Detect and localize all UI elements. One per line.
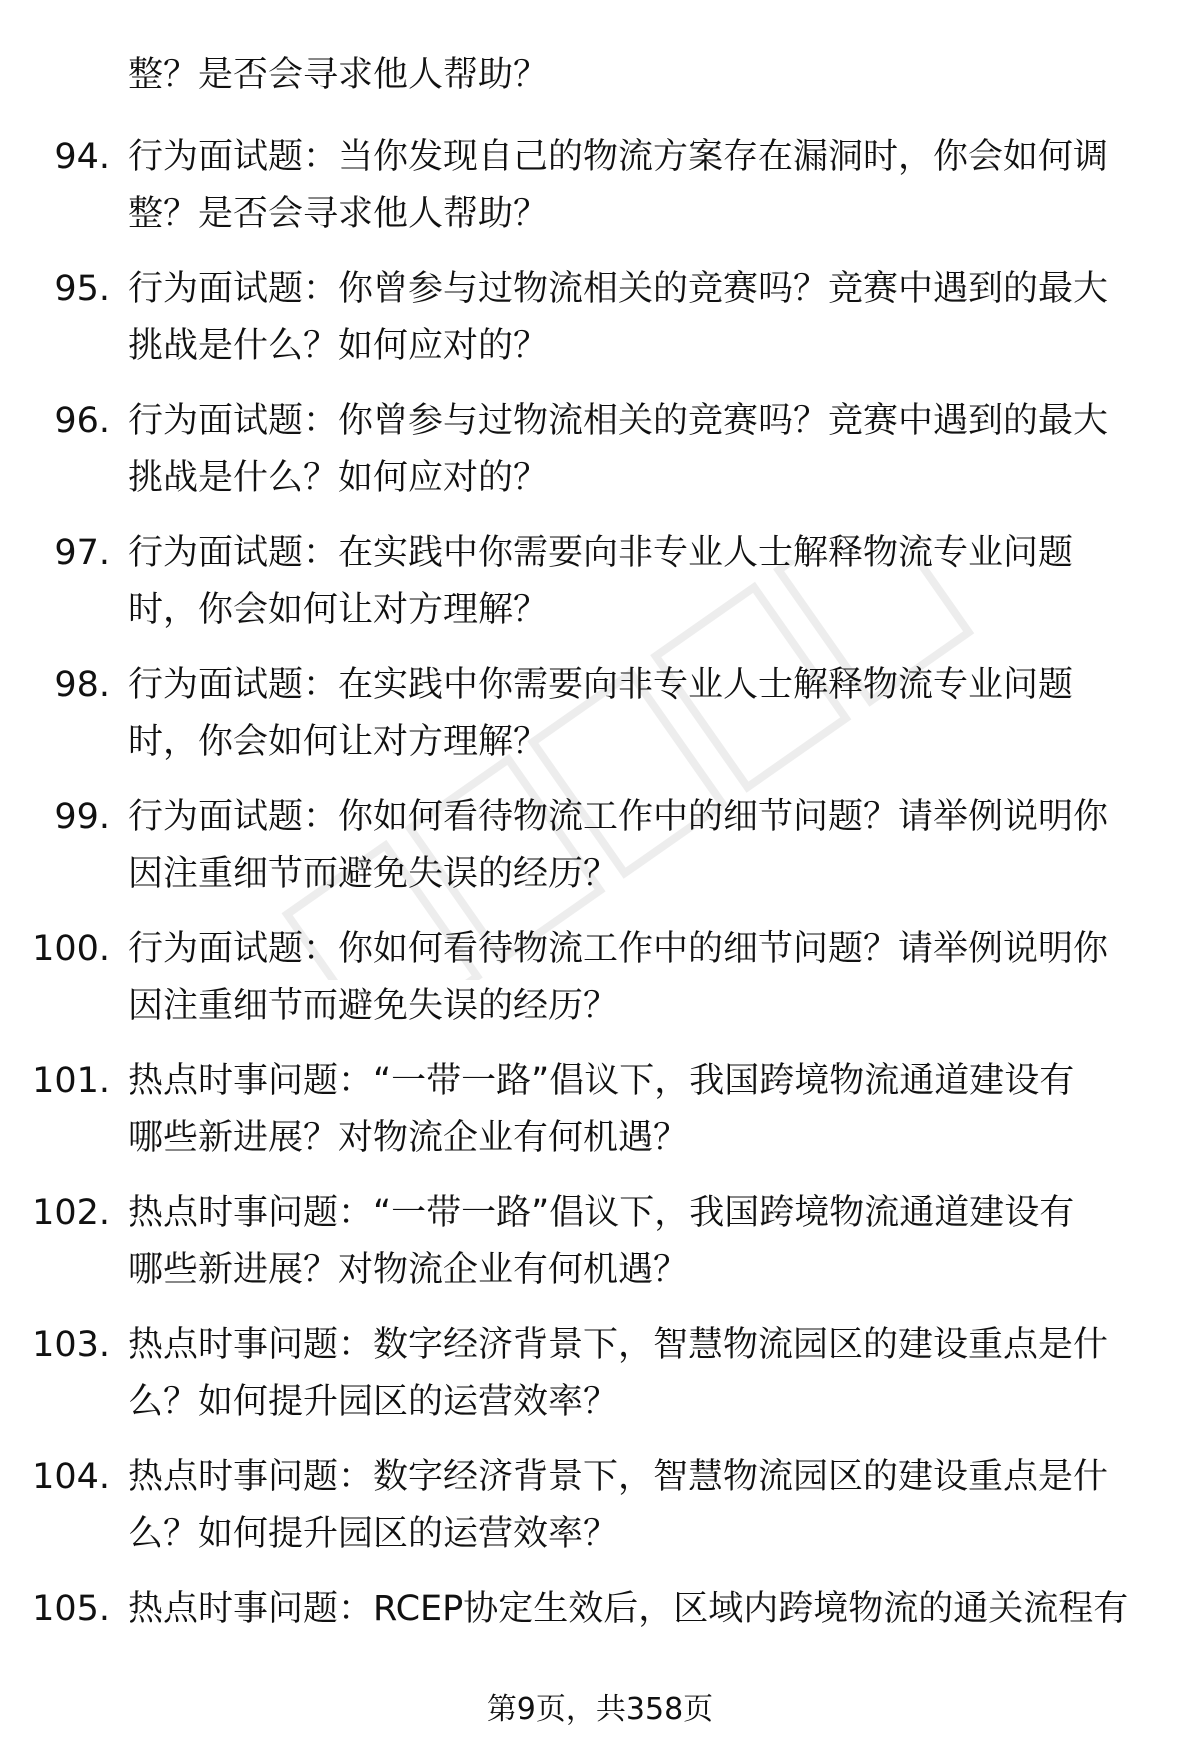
question-text-line: 热点时事问题：“一带一路”倡议下，我国跨境物流通道建设有	[128, 1193, 1075, 1233]
question-number: 98.	[54, 665, 110, 705]
question-number: 103.	[32, 1325, 110, 1365]
question-text-line: 挑战是什么？如何应对的？	[128, 326, 549, 366]
question-text-line: 行为面试题：在实践中你需要向非专业人士解释物流专业问题	[128, 665, 1074, 705]
question-text-line: 行为面试题：你曾参与过物流相关的竞赛吗？竞赛中遇到的最大	[128, 401, 1109, 441]
question-text-line: 热点时事问题：数字经济背景下，智慧物流园区的建设重点是什	[128, 1457, 1109, 1497]
question-text-line: 行为面试题：你曾参与过物流相关的竞赛吗？竞赛中遇到的最大	[128, 269, 1109, 309]
question-number: 104.	[32, 1457, 110, 1497]
question-text-line: 热点时事问题：“一带一路”倡议下，我国跨境物流通道建设有	[128, 1061, 1075, 1101]
question-text-line: 整？是否会寻求他人帮助？	[128, 194, 549, 234]
question-text-line: 么？如何提升园区的运营效率？	[128, 1382, 619, 1422]
question-number: 105.	[32, 1589, 110, 1629]
page-footer: 第9页，共358页	[486, 1692, 714, 1727]
question-text-line: 因注重细节而避免失误的经历？	[128, 986, 619, 1026]
question-text-line: 热点时事问题：RCEP协定生效后，区域内跨境物流的通关流程有	[128, 1589, 1129, 1629]
question-number: 100.	[32, 929, 110, 969]
question-text-line: 行为面试题：在实践中你需要向非专业人士解释物流专业问题	[128, 533, 1074, 573]
question-number: 97.	[54, 533, 110, 573]
question-text-line: 时，你会如何让对方理解？	[128, 590, 549, 630]
question-text-line: 么？如何提升园区的运营效率？	[128, 1514, 619, 1554]
question-text-line: 挑战是什么？如何应对的？	[128, 458, 549, 498]
question-number: 102.	[32, 1193, 110, 1233]
question-number: 99.	[54, 797, 110, 837]
question-number: 94.	[54, 137, 110, 177]
question-text-line: 行为面试题：当你发现自己的物流方案存在漏洞时，你会如何调	[128, 137, 1109, 177]
question-text-line: 哪些新进展？对物流企业有何机遇？	[128, 1250, 689, 1290]
question-text-line: 热点时事问题：数字经济背景下，智慧物流园区的建设重点是什	[128, 1325, 1109, 1365]
question-text-line: 时，你会如何让对方理解？	[128, 722, 549, 762]
question-text-line: 整？是否会寻求他人帮助？	[128, 55, 549, 95]
question-text-line: 哪些新进展？对物流企业有何机遇？	[128, 1118, 689, 1158]
question-number: 95.	[54, 269, 110, 309]
question-number: 101.	[32, 1061, 110, 1101]
question-number: 96.	[54, 401, 110, 441]
question-text-line: 因注重细节而避免失误的经历？	[128, 854, 619, 894]
question-text-line: 行为面试题：你如何看待物流工作中的细节问题？请举例说明你	[128, 929, 1109, 969]
question-text-line: 行为面试题：你如何看待物流工作中的细节问题？请举例说明你	[128, 797, 1109, 837]
